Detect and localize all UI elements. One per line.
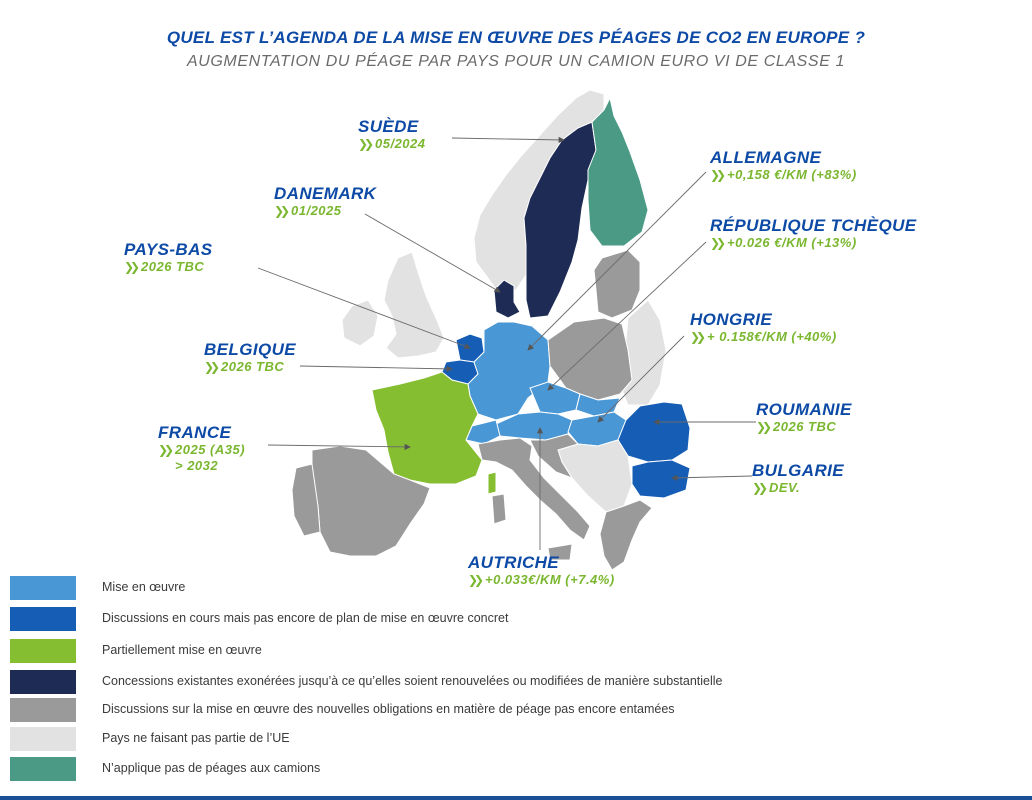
callout-roumanie <box>756 401 852 435</box>
chevron-right-icon: ❯❯ <box>710 168 723 182</box>
legend-item <box>10 757 910 781</box>
legend-label: Discussions sur la mise en œuvre des nouvelles obligations en matière de péage pas encore entamées <box>102 702 675 716</box>
callout-hongrie-value: + 0.158€/KM (+40%) <box>707 329 837 344</box>
callout-pays-bas <box>124 241 213 275</box>
callout-roumanie-name: ROUMANIE <box>756 400 852 419</box>
chevron-right-icon: ❯❯ <box>752 481 765 495</box>
callout-belgique-name: BELGIQUE <box>204 340 296 359</box>
callout-allemagne-value: +0,158 €/KM (+83%) <box>727 167 857 182</box>
chevron-right-icon: ❯❯ <box>124 260 137 274</box>
country-bulgaria <box>632 460 690 498</box>
country-france <box>372 372 482 484</box>
callout-france-value: 2025 (A35) <box>175 442 246 457</box>
legend-label: Pays ne faisant pas partie de l’UE <box>102 731 290 745</box>
legend-item <box>10 576 910 600</box>
legend-label: Concessions existantes exonérées jusqu’à ce qu’elles soient renouvelées ou modifiées de manière substantielle <box>102 674 723 688</box>
callout-danemark-value: 01/2025 <box>291 203 342 218</box>
callout-suede-name: SUÈDE <box>358 117 419 136</box>
callout-bulgarie-value: DEV. <box>769 480 801 495</box>
callout-allemagne-name: ALLEMAGNE <box>710 148 822 167</box>
legend-label: Mise en œuvre <box>102 580 186 594</box>
legend-item <box>10 670 910 694</box>
country-uk <box>384 252 444 358</box>
chevron-right-icon: ❯❯ <box>358 137 371 151</box>
chevron-right-icon: ❯❯ <box>468 573 481 587</box>
callout-danemark-name: DANEMARK <box>274 184 377 203</box>
page-subtitle: AUGMENTATION DU PÉAGE PAR PAYS POUR UN CAMION EURO VI DE CLASSE 1 <box>186 53 846 70</box>
country-finland <box>588 98 648 246</box>
leader-belgique <box>300 366 452 369</box>
legend-swatch <box>10 727 76 751</box>
country-sardinia <box>492 494 506 524</box>
callout-tcheque <box>710 217 917 251</box>
chevron-right-icon: ❯❯ <box>204 360 217 374</box>
chevron-right-icon: ❯❯ <box>158 443 171 457</box>
legend-label: N’applique pas de péages aux camions <box>102 761 321 775</box>
callout-bulgarie <box>752 462 844 496</box>
legend-swatch <box>10 607 76 631</box>
legend-swatch <box>10 757 76 781</box>
chevron-right-icon: ❯❯ <box>756 420 769 434</box>
callout-bulgarie-name: BULGARIE <box>752 461 844 480</box>
callout-tcheque-name: RÉPUBLIQUE TCHÈQUE <box>710 216 917 235</box>
legend-item <box>10 727 910 751</box>
callout-pays-bas-value: 2026 TBC <box>141 259 205 274</box>
callout-france-value2: > 2032 <box>175 458 219 473</box>
callout-belgique <box>204 341 296 375</box>
callout-hongrie-name: HONGRIE <box>690 310 773 329</box>
chevron-right-icon: ❯❯ <box>274 204 287 218</box>
callout-suede <box>358 118 426 152</box>
callout-autriche-value: +0.033€/KM (+7.4%) <box>485 572 615 587</box>
legend-label: Partiellement mise en œuvre <box>102 643 262 657</box>
chevron-right-icon: ❯❯ <box>690 330 703 344</box>
callout-france-name: FRANCE <box>158 423 232 442</box>
footer-bar <box>0 796 1032 800</box>
country-romania <box>618 402 690 462</box>
callout-roumanie-value: 2026 TBC <box>773 419 837 434</box>
legend-swatch <box>10 698 76 722</box>
callout-autriche-name: AUTRICHE <box>468 553 560 572</box>
callout-france <box>158 424 245 474</box>
legend-item <box>10 698 910 722</box>
legend-swatch <box>10 639 76 663</box>
callout-allemagne <box>710 149 857 183</box>
chevron-right-icon: ❯❯ <box>710 236 723 250</box>
callout-danemark <box>274 185 376 219</box>
callout-hongrie <box>690 311 837 345</box>
callout-belgique-value: 2026 TBC <box>221 359 285 374</box>
legend-item <box>10 607 910 631</box>
legend-swatch <box>10 576 76 600</box>
legend-label: Discussions en cours mais pas encore de plan de mise en œuvre concret <box>102 611 509 625</box>
callout-pays-bas-name: PAYS-BAS <box>124 240 213 259</box>
page-title: QUEL EST L’AGENDA DE LA MISE EN ŒUVRE DES PÉAGES DE CO2 EN EUROPE ? <box>166 28 866 47</box>
legend-item <box>10 639 910 663</box>
country-corsica <box>488 472 496 494</box>
legend-swatch <box>10 670 76 694</box>
callout-tcheque-value: +0.026 €/KM (+13%) <box>727 235 857 250</box>
country-baltics <box>594 250 640 318</box>
callout-suede-value: 05/2024 <box>375 136 426 151</box>
